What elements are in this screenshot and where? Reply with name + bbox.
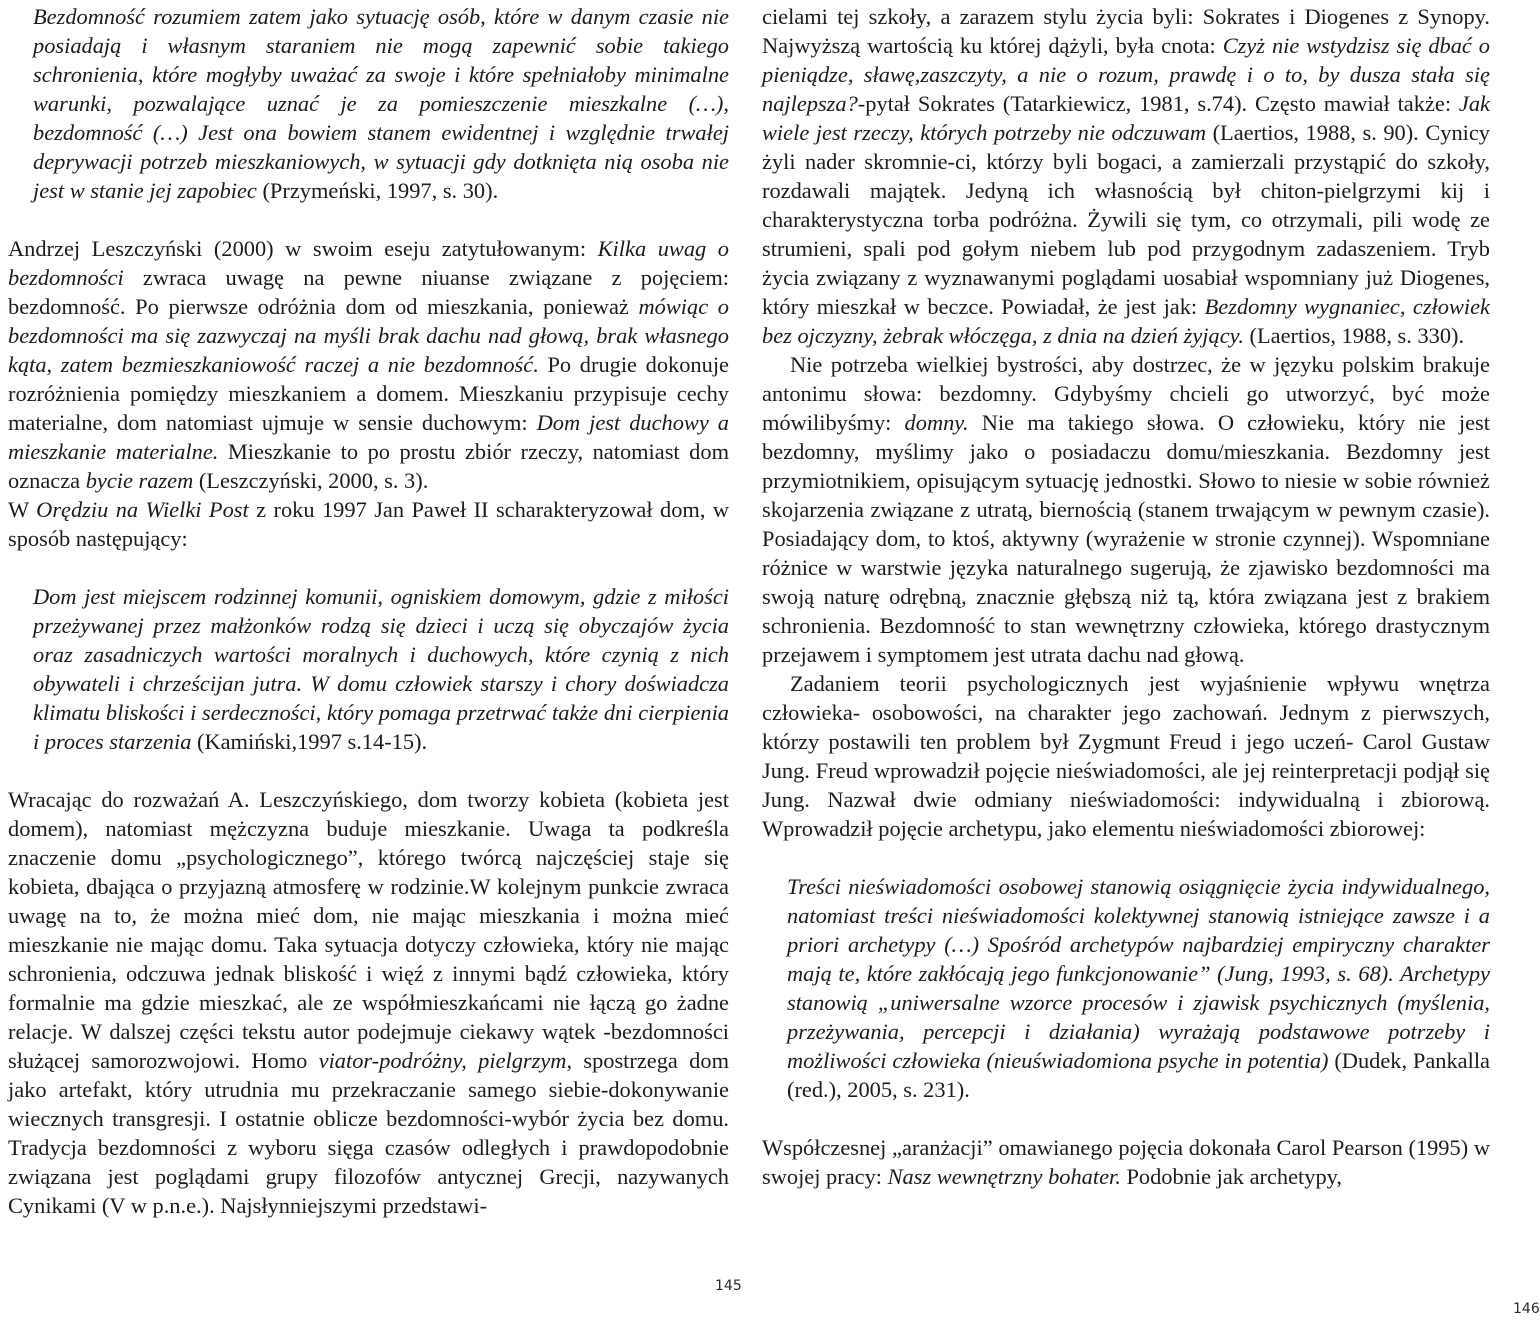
body-text: Mieszkanie to po prostu zbiór rzeczy, natomiast dom oznacza bbox=[8, 439, 729, 493]
body-text: Podobnie jak archetypy, bbox=[1120, 1164, 1343, 1189]
italic-text: Bezdomny wygnaniec, człowiek bez ojczyzny, żebrak włóczęga, z dnia na dzień żyjący. bbox=[762, 294, 1490, 348]
body-text: zwraca uwagę na pewne niuanse związane z pojęciem: bezdomność. Po pierwsze odróżnia dom od mieszkania, ponieważ bbox=[8, 265, 729, 319]
body-text: , spostrzega dom jako artefakt, który utrudnia mu przekraczanie samego siebie-dokonywanie wiecznych transgresji. I ostatnie oblicze bezdomności-wybór życia bez domu. Tradycja bezdomności z wyboru sięga czasów odległych i prawdopodobnie związana jest poglądami grupy filozofów antycznej Grecji, nazywanych Cynikami (V w p.n.e.). Najsłynniejszymi przedstawi- bbox=[8, 1048, 729, 1218]
body-text: Współczesnej „aranżacji” omawianego pojęcia dokonała Carol Pearson (1995) w swojej pracy: bbox=[762, 1135, 1490, 1189]
body-text: Nie ma takiego słowa. O człowieku, który nie jest bezdomny, myślimy jako o posiadaczu domu/mieszkania. Bezdomny jest przymiotnikiem, opisującym sytuację jednostki. Słowo to niesie w sobie również skojarzenia związane z utratą, biernością (stanem trwającym w pewnym czasie). Posiadający dom, to ktoś, aktywny (wyrażenie w stronie czynnej). Wspomniane różnice w warstwie języka naturalnego sugerują, że zjawisko bezdomności ma swoją naturę odrębną, znacznie głębszą niż tą, która związana jest z brakiem schronienia. Bezdomność to stan wewnętrzny człowieka, którego drastycznym przejawem i symptomem jest utrata dachu nad głową. bbox=[762, 410, 1490, 667]
italic-text: Nasz wewnętrzny bohater. bbox=[887, 1164, 1121, 1189]
paragraph-teorie bbox=[762, 669, 1490, 843]
body-text: Andrzej Leszczyński (2000) w swoim eseju zatytułowanym: bbox=[8, 236, 598, 261]
italic-text: bycie razem bbox=[85, 468, 194, 493]
body-text: (Leszczyński, 2000, s. 3). bbox=[193, 468, 429, 493]
italic-text: Kilka uwag o bezdomności bbox=[8, 236, 729, 290]
paragraph-antonim bbox=[762, 350, 1490, 669]
page-number-right: 146 bbox=[1513, 1301, 1540, 1317]
body-text: Wracając do rozważań A. Leszczyńskiego, dom tworzy kobieta (kobieta jest domem), natomiast mężczyzna buduje mieszkanie. Uwaga ta podkreśla znaczenie domu „psychologicznego”, którego twórcą najczęściej staje się kobieta, dbająca o przyjazną atmosferę w rodzinie.W kolejnym punkcie zwraca uwagę na to, że można mieć dom, nie mając mieszkania i można mieć mieszkanie nie mając domu. Taka sytuacja dotyczy człowieka, który nie mając schronienia, odczuwa jednak bliskość i więź z innymi bądź człowieka, który formalnie ma gdzie mieszkać, ale ze współmieszkańcami nie łączą go żadne relacje. W dalszej części tekstu autor podejmuje ciekawy wątek -bezdomności służącej samorozwojowi. Homo bbox=[8, 787, 729, 1073]
italic-text: Orędziu na Wielki Post bbox=[36, 497, 249, 522]
body-text: Zadaniem teorii psychologicznych jest wyjaśnienie wpływu wnętrza człowieka- osobowości, na charakter jego zachowań. Jednym z pierwszych, którzy postawili ten problem był Zygmunt Freud i jego uczeń- Carol Gustaw Jung. Freud wprowadził pojęcie nieświadomości, ale jej reinterpretacji podjął się Jung. Nazwał dwie odmiany nieświadomości: indywidualną i zbiorową. Wprowadził pojęcie archetypu, jako elementu nieświadomości zbiorowej: bbox=[762, 671, 1490, 841]
body-text: -pytał Sokrates (Tatarkiewicz, 1981, s.74). Często mawiał także: bbox=[857, 91, 1459, 116]
body-text: cielami tej szkoły, a zarazem stylu życia byli: Sokrates i Diogenes z Synopy. Najwyższą wartością ku której dążyli, była cnota: bbox=[762, 4, 1490, 58]
body-text: (Laertios, 1988, s. 330). bbox=[1243, 323, 1465, 348]
body-text: W bbox=[8, 497, 37, 522]
italic-text: Dom jest duchowy a mieszkanie materialne. bbox=[8, 410, 729, 464]
quote-text: Dom jest miejscem rodzinnej komunii, ogniskiem domowym, gdzie z miłości przeżywanej przez małżonków rodzą się dzieci i uczą się obyczajów życia oraz zasadniczych wartości moralnych i duchowych, które czynią z nich obywateli i chrześcijan jutra. W domu człowiek starszy i chory doświadcza klimatu bliskości i serdeczności, który pomaga przetrwać także dni cierpienia i proces starzenia bbox=[33, 584, 729, 754]
paragraph-wracajac bbox=[8, 785, 729, 1220]
italic-text: mówiąc o bezdomności ma się zazwyczaj na myśli brak dachu nad głową, brak własnego kąta, zatem bezmieszkaniowość raczej a nie bezdomność. bbox=[8, 294, 729, 377]
quote-text: Bezdomność rozumiem zatem jako sytuację osób, które w danym czasie nie posiadają i własnym staraniem nie mogą zapewnić sobie takiego schronienia, które mogłyby uważać za swoje i które spełniałoby minimalne warunki, pozwalające uznać je za pomieszczenie mieszkalne (…), bezdomność (…) Jest ona bowiem stanem ewidentnej i względnie trwałej deprywacji potrzeb mieszkaniowych, w sytuacji gdy dotknięta nią osoba nie jest w stanie jej zapobiec bbox=[33, 4, 729, 203]
body-text: (Laertios, 1988, s. 90). Cynicy żyli nader skromnie-ci, którzy byli bogaci, a zamierzali przystąpić do szkoły, rozdawali majątek. Jedyną ich własnością był chiton-pielgrzymi kij i charakterystyczna torba podróżna. Żywili się tym, co otrzymali, pili wodę ze strumieni, spali pod gołym niebem lub pod przygodnym zadaszeniem. Tryb życia związany z wyznawanymi poglądami uosabiał wspomniany już Diogenes, który mieszkał w beczce. Powiadał, że jest jak: bbox=[762, 120, 1491, 319]
italic-text: domny. bbox=[904, 410, 969, 435]
italic-text: Jak wiele jest rzeczy, których potrzeby nie odczuwam bbox=[762, 91, 1490, 145]
body-text: Nie potrzeba wielkiej bystrości, aby dostrzec, że w języku polskim brakuje antonimu słowa: bezdomny. Gdybyśmy chcieli go utworzyć, być może mówilibyśmy: bbox=[762, 352, 1490, 435]
block-quote-jung bbox=[762, 872, 1490, 1104]
quote-text: Treści nieświadomości osobowej stanowią osiągnięcie życia indywidualnego, natomiast treści nieświadomości kolektywnej stanowią istniejące zawsze i a priori archetypy (…) Spośród archetypów najbardziej empiryczny charakter mają te, które zakłócają jego funkcjonowanie” (Jung, 1993, s. 68). Archetypy stanowią „uniwersalne wzorce procesów i zjawisk psychicznych (myślenia, przeżywania, percepcji i działania) wyrażają podstawowe potrzeby i możliwości człowieka (nieuświadomiona psyche in potentia) bbox=[787, 874, 1490, 1073]
paragraph-pearson bbox=[762, 1133, 1490, 1191]
paragraph-oredzie bbox=[8, 495, 729, 553]
text-column-right bbox=[762, 2, 1490, 1191]
paragraph-cynicy bbox=[762, 2, 1490, 350]
quote-citation: (Dudek, Pankalla (red.), 2005, s. 231). bbox=[787, 1048, 1490, 1102]
italic-text: Czyż nie wstydzisz się dbać o pieniądze, sławę,zaszczyty, a nie o rozum, prawdę i o to, by dusza stała się najlepsza? bbox=[762, 33, 1490, 116]
page-number-left: 145 bbox=[715, 1278, 742, 1294]
text-column-left bbox=[8, 2, 729, 1220]
body-text: z roku 1997 Jan Paweł II scharakteryzował dom, w sposób następujący: bbox=[8, 497, 730, 551]
italic-text: viator-podróżny, pielgrzym bbox=[318, 1048, 567, 1073]
body-text: Po drugie dokonuje rozróżnienia pomiędzy mieszkaniem a domem. Mieszkaniu przypisuje cechy materialne, dom natomiast ujmuje w sensie duchowym: bbox=[8, 352, 729, 435]
quote-citation: (Kamiński,1997 s.14-15). bbox=[191, 729, 428, 754]
block-quote-kaminski bbox=[8, 582, 729, 756]
block-quote-przymenski bbox=[8, 2, 729, 205]
quote-citation: (Przymeński, 1997, s. 30). bbox=[256, 178, 499, 203]
paragraph-leszczynski bbox=[8, 234, 729, 495]
